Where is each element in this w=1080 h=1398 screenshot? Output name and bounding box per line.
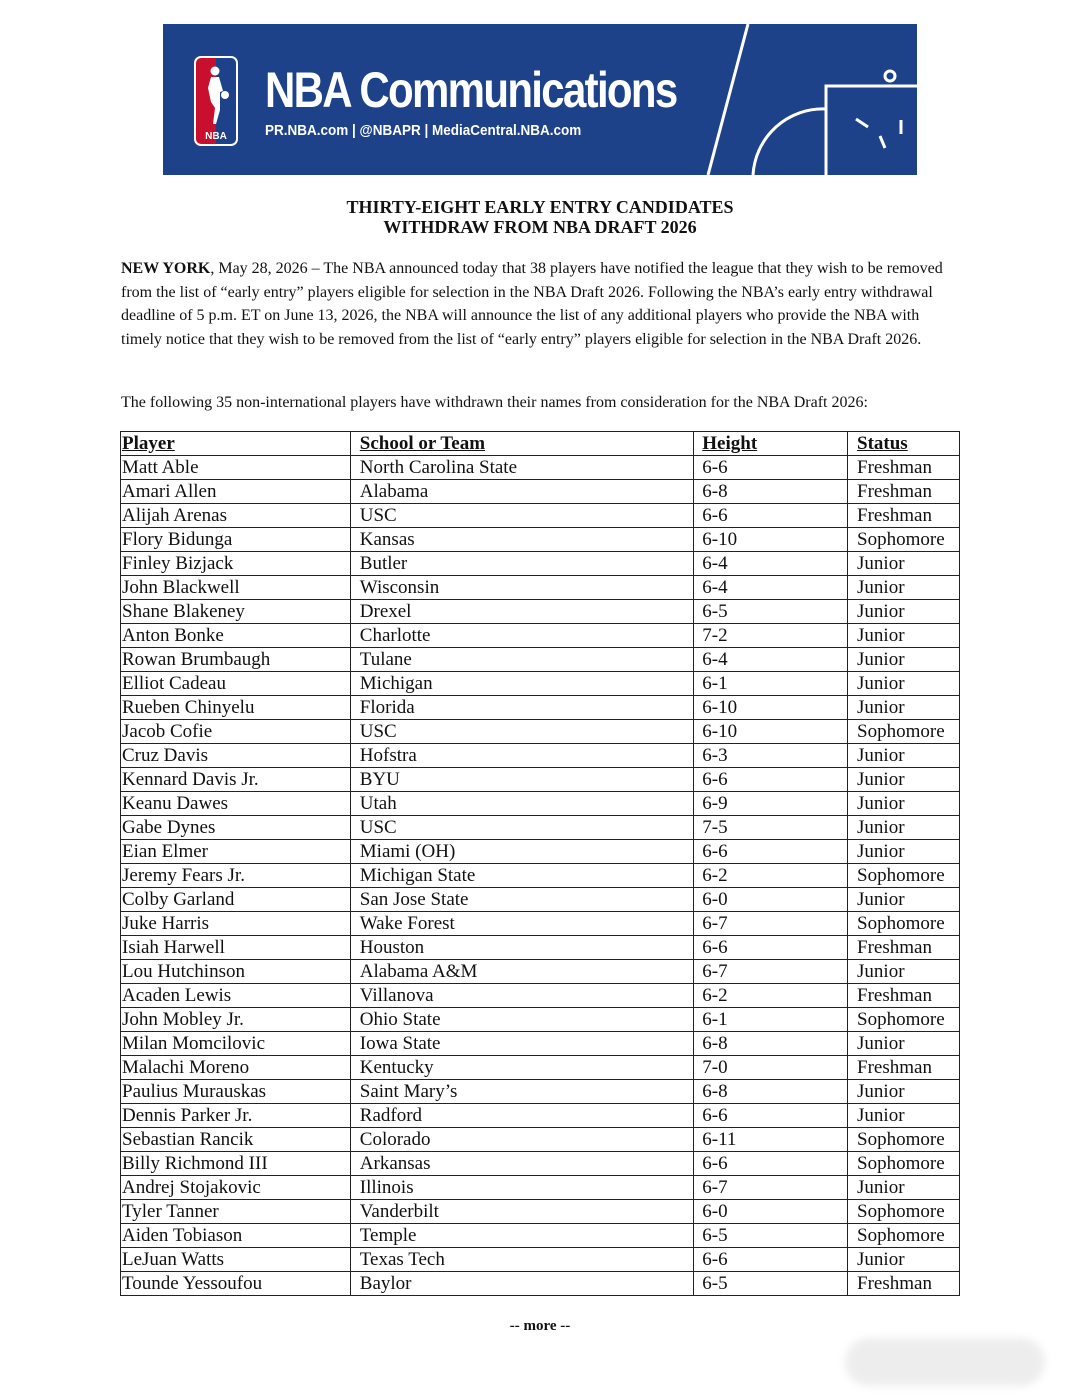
school-cell: Wake Forest: [350, 912, 694, 936]
table-row: [121, 1080, 960, 1104]
player-cell: Isiah Harwell: [121, 936, 351, 960]
player-cell: Tounde Yessoufou: [121, 1272, 351, 1296]
height-cell: 6-8: [694, 1080, 848, 1104]
status-cell: Junior: [848, 768, 960, 792]
player-cell: Kennard Davis Jr.: [121, 768, 351, 792]
height-cell: 6-6: [694, 768, 848, 792]
height-cell: 6-5: [694, 600, 848, 624]
table-row: [121, 888, 960, 912]
school-cell: Kentucky: [350, 1056, 694, 1080]
player-cell: Flory Bidunga: [121, 528, 351, 552]
school-cell: Hofstra: [350, 744, 694, 768]
school-cell: Florida: [350, 696, 694, 720]
school-cell: Miami (OH): [350, 840, 694, 864]
header-player: Player: [121, 432, 351, 456]
headline-line-2: WITHDRAW FROM NBA DRAFT 2026: [383, 217, 697, 237]
table-header-row: [121, 432, 960, 456]
height-cell: 6-4: [694, 552, 848, 576]
player-cell: Milan Momcilovic: [121, 1032, 351, 1056]
table-row: [121, 744, 960, 768]
status-cell: Sophomore: [848, 528, 960, 552]
height-cell: 6-11: [694, 1128, 848, 1152]
table-row: [121, 1056, 960, 1080]
height-cell: 6-4: [694, 576, 848, 600]
subintro-paragraph: The following 35 non-international players have withdrawn their names from consideration for the NBA Draft 2026:: [121, 394, 868, 411]
table-row: [121, 1200, 960, 1224]
table-row: [121, 1104, 960, 1128]
player-cell: Aiden Tobiason: [121, 1224, 351, 1248]
status-cell: Sophomore: [848, 1200, 960, 1224]
table-row: [121, 552, 960, 576]
player-cell: Dennis Parker Jr.: [121, 1104, 351, 1128]
school-cell: Wisconsin: [350, 576, 694, 600]
table-row: [121, 984, 960, 1008]
more-indicator: -- more --: [509, 1318, 571, 1334]
school-cell: Arkansas: [350, 1152, 694, 1176]
status-cell: Freshman: [848, 504, 960, 528]
school-cell: Texas Tech: [350, 1248, 694, 1272]
height-cell: 6-2: [694, 864, 848, 888]
table-row: [121, 528, 960, 552]
height-cell: 6-7: [694, 912, 848, 936]
status-cell: Junior: [848, 1080, 960, 1104]
school-cell: Michigan State: [350, 864, 694, 888]
table-row: [121, 456, 960, 480]
player-cell: Matt Able: [121, 456, 351, 480]
height-cell: 6-6: [694, 1248, 848, 1272]
headline-line-1: THIRTY-EIGHT EARLY ENTRY CANDIDATES: [346, 197, 734, 217]
table-row: [121, 1272, 960, 1296]
player-cell: Colby Garland: [121, 888, 351, 912]
status-cell: Junior: [848, 840, 960, 864]
school-cell: Radford: [350, 1104, 694, 1128]
school-cell: Tulane: [350, 648, 694, 672]
height-cell: 6-8: [694, 480, 848, 504]
school-cell: Butler: [350, 552, 694, 576]
height-cell: 6-6: [694, 840, 848, 864]
table-body: [121, 456, 960, 1296]
school-cell: Illinois: [350, 1176, 694, 1200]
school-cell: North Carolina State: [350, 456, 694, 480]
status-cell: Sophomore: [848, 864, 960, 888]
height-cell: 6-2: [694, 984, 848, 1008]
table-row: [121, 936, 960, 960]
player-cell: Alijah Arenas: [121, 504, 351, 528]
status-cell: Sophomore: [848, 1224, 960, 1248]
table-row: [121, 960, 960, 984]
banner-links: PR.NBA.com | @NBAPR | MediaCentral.NBA.com: [265, 122, 582, 139]
status-cell: Junior: [848, 1104, 960, 1128]
status-cell: Junior: [848, 960, 960, 984]
height-cell: 6-1: [694, 672, 848, 696]
player-cell: Juke Harris: [121, 912, 351, 936]
height-cell: 6-6: [694, 504, 848, 528]
table-row: [121, 768, 960, 792]
school-cell: Alabama: [350, 480, 694, 504]
table-row: [121, 792, 960, 816]
court-lines-graphic: [163, 24, 917, 175]
player-cell: Tyler Tanner: [121, 1200, 351, 1224]
school-cell: San Jose State: [350, 888, 694, 912]
school-cell: USC: [350, 816, 694, 840]
table-row: [121, 1032, 960, 1056]
intro-paragraph: [121, 257, 951, 351]
player-cell: Malachi Moreno: [121, 1056, 351, 1080]
school-cell: Charlotte: [350, 624, 694, 648]
height-cell: 6-6: [694, 936, 848, 960]
school-cell: BYU: [350, 768, 694, 792]
banner-title: NBA Communications: [265, 62, 677, 118]
height-cell: 6-5: [694, 1224, 848, 1248]
status-cell: Junior: [848, 576, 960, 600]
header-school: School or Team: [350, 432, 694, 456]
table-row: [121, 1008, 960, 1032]
school-cell: Utah: [350, 792, 694, 816]
table-row: [121, 624, 960, 648]
status-cell: Freshman: [848, 936, 960, 960]
status-cell: Junior: [848, 624, 960, 648]
player-cell: Andrej Stojakovic: [121, 1176, 351, 1200]
height-cell: 6-0: [694, 1200, 848, 1224]
height-cell: 6-4: [694, 648, 848, 672]
table-row: [121, 504, 960, 528]
status-cell: Junior: [848, 600, 960, 624]
school-cell: USC: [350, 504, 694, 528]
status-cell: Junior: [848, 1176, 960, 1200]
school-cell: Villanova: [350, 984, 694, 1008]
player-cell: Gabe Dynes: [121, 816, 351, 840]
height-cell: 6-6: [694, 1152, 848, 1176]
status-cell: Sophomore: [848, 720, 960, 744]
header-height: Height: [694, 432, 848, 456]
status-cell: Freshman: [848, 456, 960, 480]
table-row: [121, 912, 960, 936]
height-cell: 6-5: [694, 1272, 848, 1296]
table-row: [121, 480, 960, 504]
school-cell: Ohio State: [350, 1008, 694, 1032]
school-cell: Saint Mary’s: [350, 1080, 694, 1104]
height-cell: 7-2: [694, 624, 848, 648]
player-cell: Paulius Murauskas: [121, 1080, 351, 1104]
watermark-blur: [845, 1338, 1045, 1386]
player-cell: Eian Elmer: [121, 840, 351, 864]
status-cell: Junior: [848, 888, 960, 912]
withdrawn-players-table: [120, 431, 960, 1296]
player-cell: Jeremy Fears Jr.: [121, 864, 351, 888]
intro-text: , May 28, 2026 – The NBA announced today that 38 players have notified the league that they wish to be removed from the list of “early entry” players eligible for selection in the NBA Draft 2026. Following the NBA’s early entry withdrawal deadline of 5 p.m. ET on June 13, 2026, the NBA will announce the list of any additional players who provide the NBA with timely notice that they wish to be removed from the list of “early entry” players eligible for selection in the NBA Draft 2026.: [121, 260, 943, 348]
dateline: NEW YORK: [121, 260, 211, 277]
player-cell: Jacob Cofie: [121, 720, 351, 744]
height-cell: 7-0: [694, 1056, 848, 1080]
table-row: [121, 600, 960, 624]
school-cell: Baylor: [350, 1272, 694, 1296]
height-cell: 6-7: [694, 960, 848, 984]
player-cell: Rueben Chinyelu: [121, 696, 351, 720]
table-row: [121, 1152, 960, 1176]
table-row: [121, 576, 960, 600]
status-cell: Junior: [848, 744, 960, 768]
status-cell: Junior: [848, 1032, 960, 1056]
table-row: [121, 672, 960, 696]
school-cell: Alabama A&M: [350, 960, 694, 984]
height-cell: 6-0: [694, 888, 848, 912]
table-row: [121, 696, 960, 720]
status-cell: Junior: [848, 696, 960, 720]
height-cell: 6-6: [694, 1104, 848, 1128]
nba-communications-banner: [163, 24, 917, 175]
player-cell: Rowan Brumbaugh: [121, 648, 351, 672]
table-row: [121, 1224, 960, 1248]
player-cell: Lou Hutchinson: [121, 960, 351, 984]
school-cell: Iowa State: [350, 1032, 694, 1056]
status-cell: Junior: [848, 648, 960, 672]
table-row: [121, 840, 960, 864]
height-cell: 6-1: [694, 1008, 848, 1032]
school-cell: USC: [350, 720, 694, 744]
height-cell: 6-8: [694, 1032, 848, 1056]
table-row: [121, 1248, 960, 1272]
height-cell: 6-6: [694, 456, 848, 480]
player-cell: Sebastian Rancik: [121, 1128, 351, 1152]
status-cell: Sophomore: [848, 1008, 960, 1032]
school-cell: Temple: [350, 1224, 694, 1248]
player-cell: Finley Bizjack: [121, 552, 351, 576]
status-cell: Junior: [848, 792, 960, 816]
status-cell: Junior: [848, 552, 960, 576]
school-cell: Vanderbilt: [350, 1200, 694, 1224]
height-cell: 6-7: [694, 1176, 848, 1200]
school-cell: Kansas: [350, 528, 694, 552]
table-row: [121, 864, 960, 888]
player-cell: Shane Blakeney: [121, 600, 351, 624]
header-status: Status: [848, 432, 960, 456]
school-cell: Michigan: [350, 672, 694, 696]
status-cell: Sophomore: [848, 1128, 960, 1152]
status-cell: Sophomore: [848, 912, 960, 936]
height-cell: 6-10: [694, 696, 848, 720]
status-cell: Freshman: [848, 984, 960, 1008]
player-cell: Billy Richmond III: [121, 1152, 351, 1176]
table-row: [121, 1128, 960, 1152]
player-cell: Amari Allen: [121, 480, 351, 504]
status-cell: Freshman: [848, 1272, 960, 1296]
status-cell: Freshman: [848, 1056, 960, 1080]
height-cell: 6-3: [694, 744, 848, 768]
height-cell: 6-10: [694, 528, 848, 552]
table-row: [121, 1176, 960, 1200]
status-cell: Junior: [848, 672, 960, 696]
player-cell: John Mobley Jr.: [121, 1008, 351, 1032]
table-row: [121, 816, 960, 840]
table-row: [121, 720, 960, 744]
status-cell: Junior: [848, 1248, 960, 1272]
status-cell: Sophomore: [848, 1152, 960, 1176]
table-row: [121, 648, 960, 672]
player-cell: LeJuan Watts: [121, 1248, 351, 1272]
height-cell: 7-5: [694, 816, 848, 840]
status-cell: Junior: [848, 816, 960, 840]
player-cell: Cruz Davis: [121, 744, 351, 768]
height-cell: 6-10: [694, 720, 848, 744]
status-cell: Freshman: [848, 480, 960, 504]
player-cell: Elliot Cadeau: [121, 672, 351, 696]
school-cell: Drexel: [350, 600, 694, 624]
player-cell: John Blackwell: [121, 576, 351, 600]
school-cell: Colorado: [350, 1128, 694, 1152]
player-cell: Acaden Lewis: [121, 984, 351, 1008]
school-cell: Houston: [350, 936, 694, 960]
player-cell: Keanu Dawes: [121, 792, 351, 816]
logo-wordmark: NBA: [205, 131, 227, 142]
player-cell: Anton Bonke: [121, 624, 351, 648]
height-cell: 6-9: [694, 792, 848, 816]
